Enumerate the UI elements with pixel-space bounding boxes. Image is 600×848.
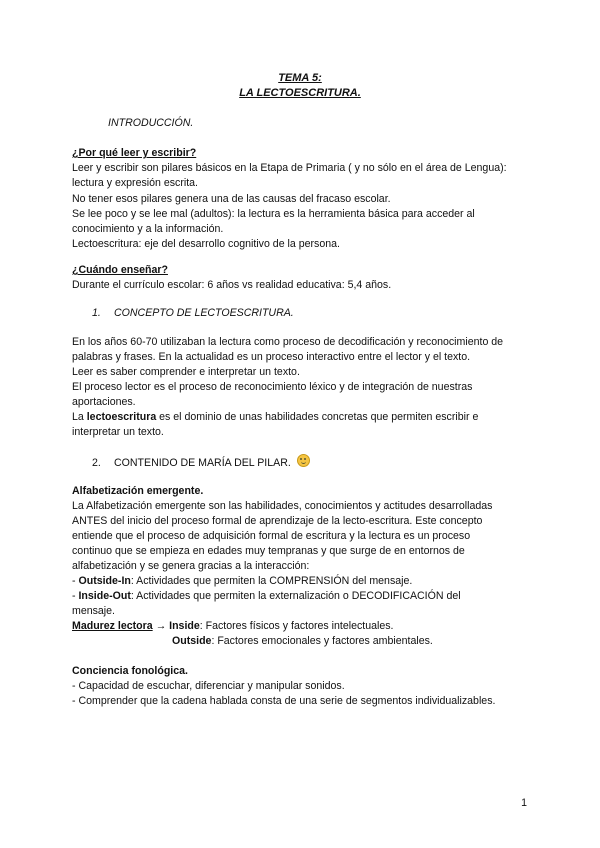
def-term: lectoescritura [86,411,157,423]
outside-desc: : Factores emocionales y factores ambientales. [211,635,433,647]
section-2-number: 2. [92,457,101,469]
alf-inside-out [72,589,542,605]
outside-in-term: Outside-In [78,575,131,587]
s1-line: lectura y expresión escrita. [72,177,199,189]
section-1-title: CONCEPTO DE LECTOESCRITURA. [114,307,294,319]
s1-heading: ¿Por qué leer y escribir? [72,147,197,159]
s1-line: Leer y escribir son pilares básicos en la Etapa de Primaria ( y no sólo en el área de Lengua): [72,162,507,174]
alf-line: alfabetización y se genera gracias a la interacción: [72,560,310,572]
alf-line: entiende que el proceso de adquisición formal de escritura y la lectura es un proceso [72,530,471,542]
def-rest: es el dominio de unas habilidades concretas que permiten escribir e [156,411,479,423]
alf-line: ANTES del inicio del proceso formal de aprendizaje de la lecto-escritura. Este concepto [72,515,483,527]
alf-line: continuo que se empieza en edades muy tempranas y que surge de en entornos de [72,545,465,557]
section-2-title: CONTENIDO DE MARÍA DEL PILAR. [114,457,291,469]
def-prefix: La [72,411,87,423]
conc-line: - Capacidad de escuchar, diferenciar y manipular sonidos. [72,680,345,692]
intro-label: INTRODUCCIÓN. [108,117,194,129]
inside-out-desc: : Actividades que permiten la externalización o DECODIFICACIÓN del [130,590,461,602]
s2-line: Durante el currículo escolar: 6 años vs realidad educativa: 5,4 años. [72,279,392,291]
alf-outside-in [72,574,542,590]
s1-line: No tener esos pilares genera una de las causas del fracaso escolar. [72,193,391,205]
section-2-heading [92,454,562,472]
s1-line: Se lee poco y se lee mal (adultos): la lectura es la herramienta básica para acceder al [72,208,475,220]
madurez-lectora-row [72,619,542,635]
sec1-line: En los años 60-70 utilizaban la lectura como proceso de decodificación y reconocimiento de [72,336,504,348]
arrow-icon: → [152,620,170,632]
conc-heading: Conciencia fonológica. [72,665,188,677]
bullet-dash: - [72,575,79,587]
alf-heading: Alfabetización emergente. [72,485,204,497]
bullet-dash: - [72,590,79,602]
sec1-definition-cont: interpretar un texto. [72,426,164,438]
madurez-lectora-term: Madurez lectora [72,620,153,632]
sec1-line: El proceso lector es el proceso de reconocimiento léxico y de integración de nuestras [72,381,473,393]
outside-row [172,634,600,650]
doc-title: LA LECTOESCRITURA. [239,87,361,99]
conc-line: - Comprender que la cadena hablada consta de una serie de segmentos individualizables. [72,695,496,707]
page-number: 1 [521,797,527,809]
s1-line: conocimiento y a la información. [72,223,224,235]
inside-desc: : Factores físicos y factores intelectuales. [199,620,394,632]
sec1-line: Leer es saber comprender e interpretar un texto. [72,366,300,378]
section-1-heading [92,306,562,322]
s2-heading: ¿Cuándo enseñar? [72,264,168,276]
s1-line: Lectoescritura: eje del desarrollo cognitivo de la persona. [72,238,340,250]
alf-inside-out-cont: mensaje. [72,605,115,617]
inside-out-term: Inside-Out [78,590,131,602]
section-1-number: 1. [92,307,101,319]
alf-line: La Alfabetización emergente son las habilidades, conocimientos y actitudes desarrolladas [72,500,493,512]
outside-in-desc: : Actividades que permiten la COMPRENSIÓN del mensaje. [130,575,413,587]
doc-tema: TEMA 5: [278,72,322,84]
inside-term: Inside [169,620,200,632]
sec1-line: palabras y frases. En la actualidad es un proceso interactivo entre el lector y el texto. [72,351,471,363]
outside-term: Outside [172,635,212,647]
smiley-icon [297,454,310,467]
sec1-line: aportaciones. [72,396,136,408]
sec1-definition [72,410,542,426]
